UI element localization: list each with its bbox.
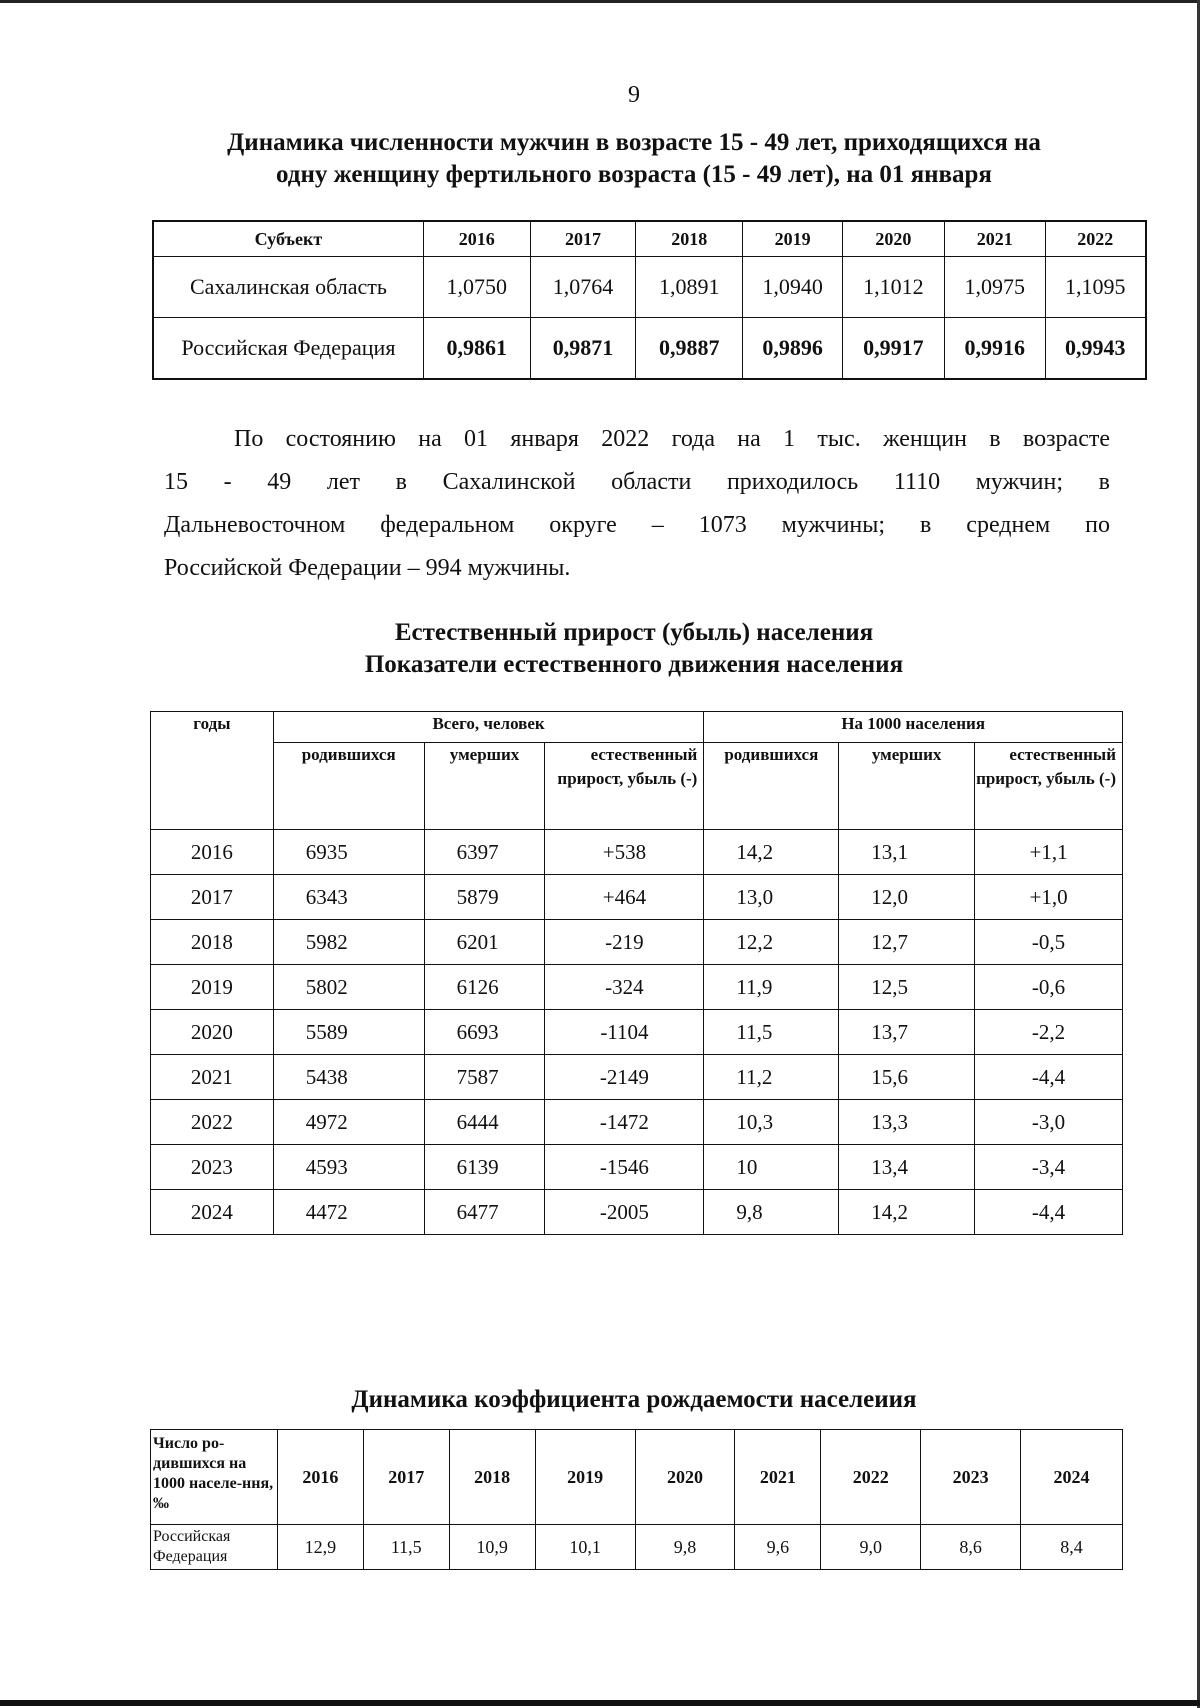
section3-title bbox=[0, 1384, 1200, 1416]
table-row bbox=[151, 965, 1123, 1010]
column-header-year: 2022 bbox=[1045, 221, 1146, 257]
column-header-born: родившихся bbox=[273, 743, 424, 830]
column-header-year: 2022 bbox=[821, 1430, 921, 1525]
growth-cell: -2005 bbox=[545, 1190, 704, 1235]
paragraph-line: Дальневосточном федеральном округе – 1073 мужчины; в среднем по bbox=[164, 512, 1110, 538]
died-cell: 5879 bbox=[424, 875, 545, 920]
born-cell: 6343 bbox=[273, 875, 424, 920]
born-cell: 5589 bbox=[273, 1010, 424, 1055]
column-header-year: 2018 bbox=[636, 221, 743, 257]
value-cell: 12,9 bbox=[277, 1525, 363, 1570]
born-rate-cell: 11,5 bbox=[704, 1010, 839, 1055]
growth-rate-cell: -0,5 bbox=[975, 920, 1123, 965]
column-header-year: 2021 bbox=[735, 1430, 821, 1525]
table-row bbox=[151, 875, 1123, 920]
year-cell: 2019 bbox=[151, 965, 274, 1010]
table-row bbox=[151, 1010, 1123, 1055]
column-header-year: 2021 bbox=[944, 221, 1045, 257]
column-header-year: 2018 bbox=[449, 1430, 535, 1525]
died-cell: 6477 bbox=[424, 1190, 545, 1235]
value-cell: 1,0750 bbox=[423, 257, 530, 318]
born-rate-cell: 10,3 bbox=[704, 1100, 839, 1145]
table-row bbox=[151, 920, 1123, 965]
growth-rate-cell: -4,4 bbox=[975, 1190, 1123, 1235]
column-header-year: 2019 bbox=[535, 1430, 635, 1525]
growth-cell: -219 bbox=[545, 920, 704, 965]
born-rate-cell: 13,0 bbox=[704, 875, 839, 920]
growth-rate-cell: -2,2 bbox=[975, 1010, 1123, 1055]
year-cell: 2020 bbox=[151, 1010, 274, 1055]
column-header-years: годы bbox=[151, 712, 274, 830]
table-row bbox=[151, 1145, 1123, 1190]
born-rate-cell: 11,9 bbox=[704, 965, 839, 1010]
died-rate-cell: 15,6 bbox=[839, 1055, 975, 1100]
value-cell: 0,9861 bbox=[423, 318, 530, 380]
value-cell: 0,9896 bbox=[743, 318, 843, 380]
table-row bbox=[151, 830, 1123, 875]
column-header-year: 2016 bbox=[423, 221, 530, 257]
growth-rate-cell: -4,4 bbox=[975, 1055, 1123, 1100]
row-label: Российская Федерация bbox=[151, 1525, 278, 1570]
born-rate-cell: 12,2 bbox=[704, 920, 839, 965]
men-per-woman-table bbox=[152, 220, 1147, 380]
year-cell: 2024 bbox=[151, 1190, 274, 1235]
born-cell: 4593 bbox=[273, 1145, 424, 1190]
born-cell: 5438 bbox=[273, 1055, 424, 1100]
column-header-year: 2020 bbox=[842, 221, 944, 257]
value-cell: 1,0891 bbox=[636, 257, 743, 318]
column-header-growth-rate: естественный прирост, убыль (-) bbox=[975, 743, 1123, 830]
column-header-year: 2016 bbox=[277, 1430, 363, 1525]
growth-cell: -1546 bbox=[545, 1145, 704, 1190]
column-header-born-rate: родившихся bbox=[704, 743, 839, 830]
paragraph-line: 15 - 49 лет в Сахалинской области приходилось 1110 мужчин; в bbox=[164, 469, 1110, 495]
born-rate-cell: 9,8 bbox=[704, 1190, 839, 1235]
value-cell: 0,9916 bbox=[944, 318, 1045, 380]
section1-title-line1: Динамика численности мужчин в возрасте 15 - 49 лет, приходящихся на bbox=[227, 129, 1041, 156]
section2-title-line1: Естественный прирост (убыль) населения bbox=[394, 619, 874, 646]
growth-cell: +538 bbox=[545, 830, 704, 875]
column-header-died: умерших bbox=[424, 743, 545, 830]
value-cell: 9,0 bbox=[821, 1525, 921, 1570]
growth-rate-cell: -3,0 bbox=[975, 1100, 1123, 1145]
scan-top-edge bbox=[0, 0, 1200, 3]
died-rate-cell: 13,4 bbox=[839, 1145, 975, 1190]
table-header-row bbox=[151, 712, 1123, 743]
born-cell: 5802 bbox=[273, 965, 424, 1010]
table-row bbox=[151, 1100, 1123, 1145]
table-subheader-row bbox=[151, 743, 1123, 830]
scan-bottom-edge bbox=[0, 1700, 1200, 1706]
died-cell: 7587 bbox=[424, 1055, 545, 1100]
value-cell: 1,0940 bbox=[743, 257, 843, 318]
growth-cell: -1104 bbox=[545, 1010, 704, 1055]
birth-rate-table bbox=[150, 1429, 1123, 1570]
paragraph-line: По состоянию на 01 января 2022 года на 1 тыс. женщин в возрасте bbox=[234, 426, 1110, 452]
growth-rate-cell: +1,1 bbox=[975, 830, 1123, 875]
value-cell: 11,5 bbox=[363, 1525, 449, 1570]
year-cell: 2018 bbox=[151, 920, 274, 965]
subject-cell: Российская Федерация bbox=[153, 318, 423, 380]
value-cell: 9,8 bbox=[635, 1525, 735, 1570]
born-cell: 4472 bbox=[273, 1190, 424, 1235]
subject-cell: Сахалинская область bbox=[153, 257, 423, 318]
value-cell: 8,4 bbox=[1021, 1525, 1123, 1570]
column-header-year: 2017 bbox=[530, 221, 636, 257]
paragraph-line: Российской Федерации – 994 мужчины. bbox=[164, 555, 571, 581]
born-cell: 4972 bbox=[273, 1100, 424, 1145]
value-cell: 1,0975 bbox=[944, 257, 1045, 318]
section3-title-line: Динамика коэффициента рождаемости населеиия bbox=[351, 1386, 917, 1413]
value-cell: 1,1095 bbox=[1045, 257, 1146, 318]
born-rate-cell: 14,2 bbox=[704, 830, 839, 875]
died-cell: 6139 bbox=[424, 1145, 545, 1190]
section2-title bbox=[0, 617, 1200, 681]
section2-title-line2: Показатели естественного движения населения bbox=[364, 651, 904, 678]
growth-rate-cell: +1,0 bbox=[975, 875, 1123, 920]
natural-movement-table bbox=[150, 711, 1123, 1235]
value-cell: 0,9943 bbox=[1045, 318, 1146, 380]
year-cell: 2023 bbox=[151, 1145, 274, 1190]
table-row bbox=[151, 1190, 1123, 1235]
born-rate-cell: 11,2 bbox=[704, 1055, 839, 1100]
value-cell: 8,6 bbox=[921, 1525, 1021, 1570]
column-group-total: Всего, человек bbox=[273, 712, 704, 743]
died-rate-cell: 14,2 bbox=[839, 1190, 975, 1235]
table-row bbox=[153, 257, 1146, 318]
table-row bbox=[153, 318, 1146, 380]
column-header-growth: естественный прирост, убыль (-) bbox=[545, 743, 704, 830]
section1-title-line2: одну женщину фертильного возраста (15 - 49 лет), на 01 января bbox=[276, 161, 992, 188]
died-rate-cell: 12,0 bbox=[839, 875, 975, 920]
year-cell: 2016 bbox=[151, 830, 274, 875]
value-cell: 9,6 bbox=[735, 1525, 821, 1570]
column-header-year: 2023 bbox=[921, 1430, 1021, 1525]
died-cell: 6397 bbox=[424, 830, 545, 875]
died-cell: 6201 bbox=[424, 920, 545, 965]
table-row bbox=[151, 1055, 1123, 1100]
table-header-row bbox=[153, 221, 1146, 257]
page-number: 9 bbox=[628, 82, 640, 108]
growth-rate-cell: -3,4 bbox=[975, 1145, 1123, 1190]
died-cell: 6126 bbox=[424, 965, 545, 1010]
row-label-header: Число ро-дившихся на 1000 населе-ння, ‰ bbox=[151, 1430, 278, 1525]
column-header-died-rate: умерших bbox=[839, 743, 975, 830]
growth-rate-cell: -0,6 bbox=[975, 965, 1123, 1010]
value-cell: 0,9887 bbox=[636, 318, 743, 380]
growth-cell: -1472 bbox=[545, 1100, 704, 1145]
year-cell: 2022 bbox=[151, 1100, 274, 1145]
value-cell: 10,9 bbox=[449, 1525, 535, 1570]
natural-movement-rows bbox=[151, 830, 1123, 1235]
value-cell: 1,1012 bbox=[842, 257, 944, 318]
year-cell: 2017 bbox=[151, 875, 274, 920]
column-header-year: 2020 bbox=[635, 1430, 735, 1525]
body-paragraph bbox=[164, 418, 1110, 590]
value-cell: 0,9917 bbox=[842, 318, 944, 380]
died-rate-cell: 12,5 bbox=[839, 965, 975, 1010]
column-group-per1000: На 1000 населения bbox=[704, 712, 1123, 743]
value-cell: 1,0764 bbox=[530, 257, 636, 318]
growth-cell: +464 bbox=[545, 875, 704, 920]
born-cell: 6935 bbox=[273, 830, 424, 875]
born-cell: 5982 bbox=[273, 920, 424, 965]
died-rate-cell: 13,3 bbox=[839, 1100, 975, 1145]
column-header-year: 2024 bbox=[1021, 1430, 1123, 1525]
column-header-subject: Субъект bbox=[153, 221, 423, 257]
column-header-year: 2019 bbox=[743, 221, 843, 257]
died-cell: 6444 bbox=[424, 1100, 545, 1145]
died-cell: 6693 bbox=[424, 1010, 545, 1055]
died-rate-cell: 13,7 bbox=[839, 1010, 975, 1055]
column-header-year: 2017 bbox=[363, 1430, 449, 1525]
table-header-row bbox=[151, 1430, 1123, 1525]
table-row bbox=[151, 1525, 1123, 1570]
growth-cell: -2149 bbox=[545, 1055, 704, 1100]
section1-title bbox=[0, 127, 1200, 191]
value-cell: 10,1 bbox=[535, 1525, 635, 1570]
born-rate-cell: 10 bbox=[704, 1145, 839, 1190]
year-cell: 2021 bbox=[151, 1055, 274, 1100]
value-cell: 0,9871 bbox=[530, 318, 636, 380]
died-rate-cell: 12,7 bbox=[839, 920, 975, 965]
died-rate-cell: 13,1 bbox=[839, 830, 975, 875]
growth-cell: -324 bbox=[545, 965, 704, 1010]
